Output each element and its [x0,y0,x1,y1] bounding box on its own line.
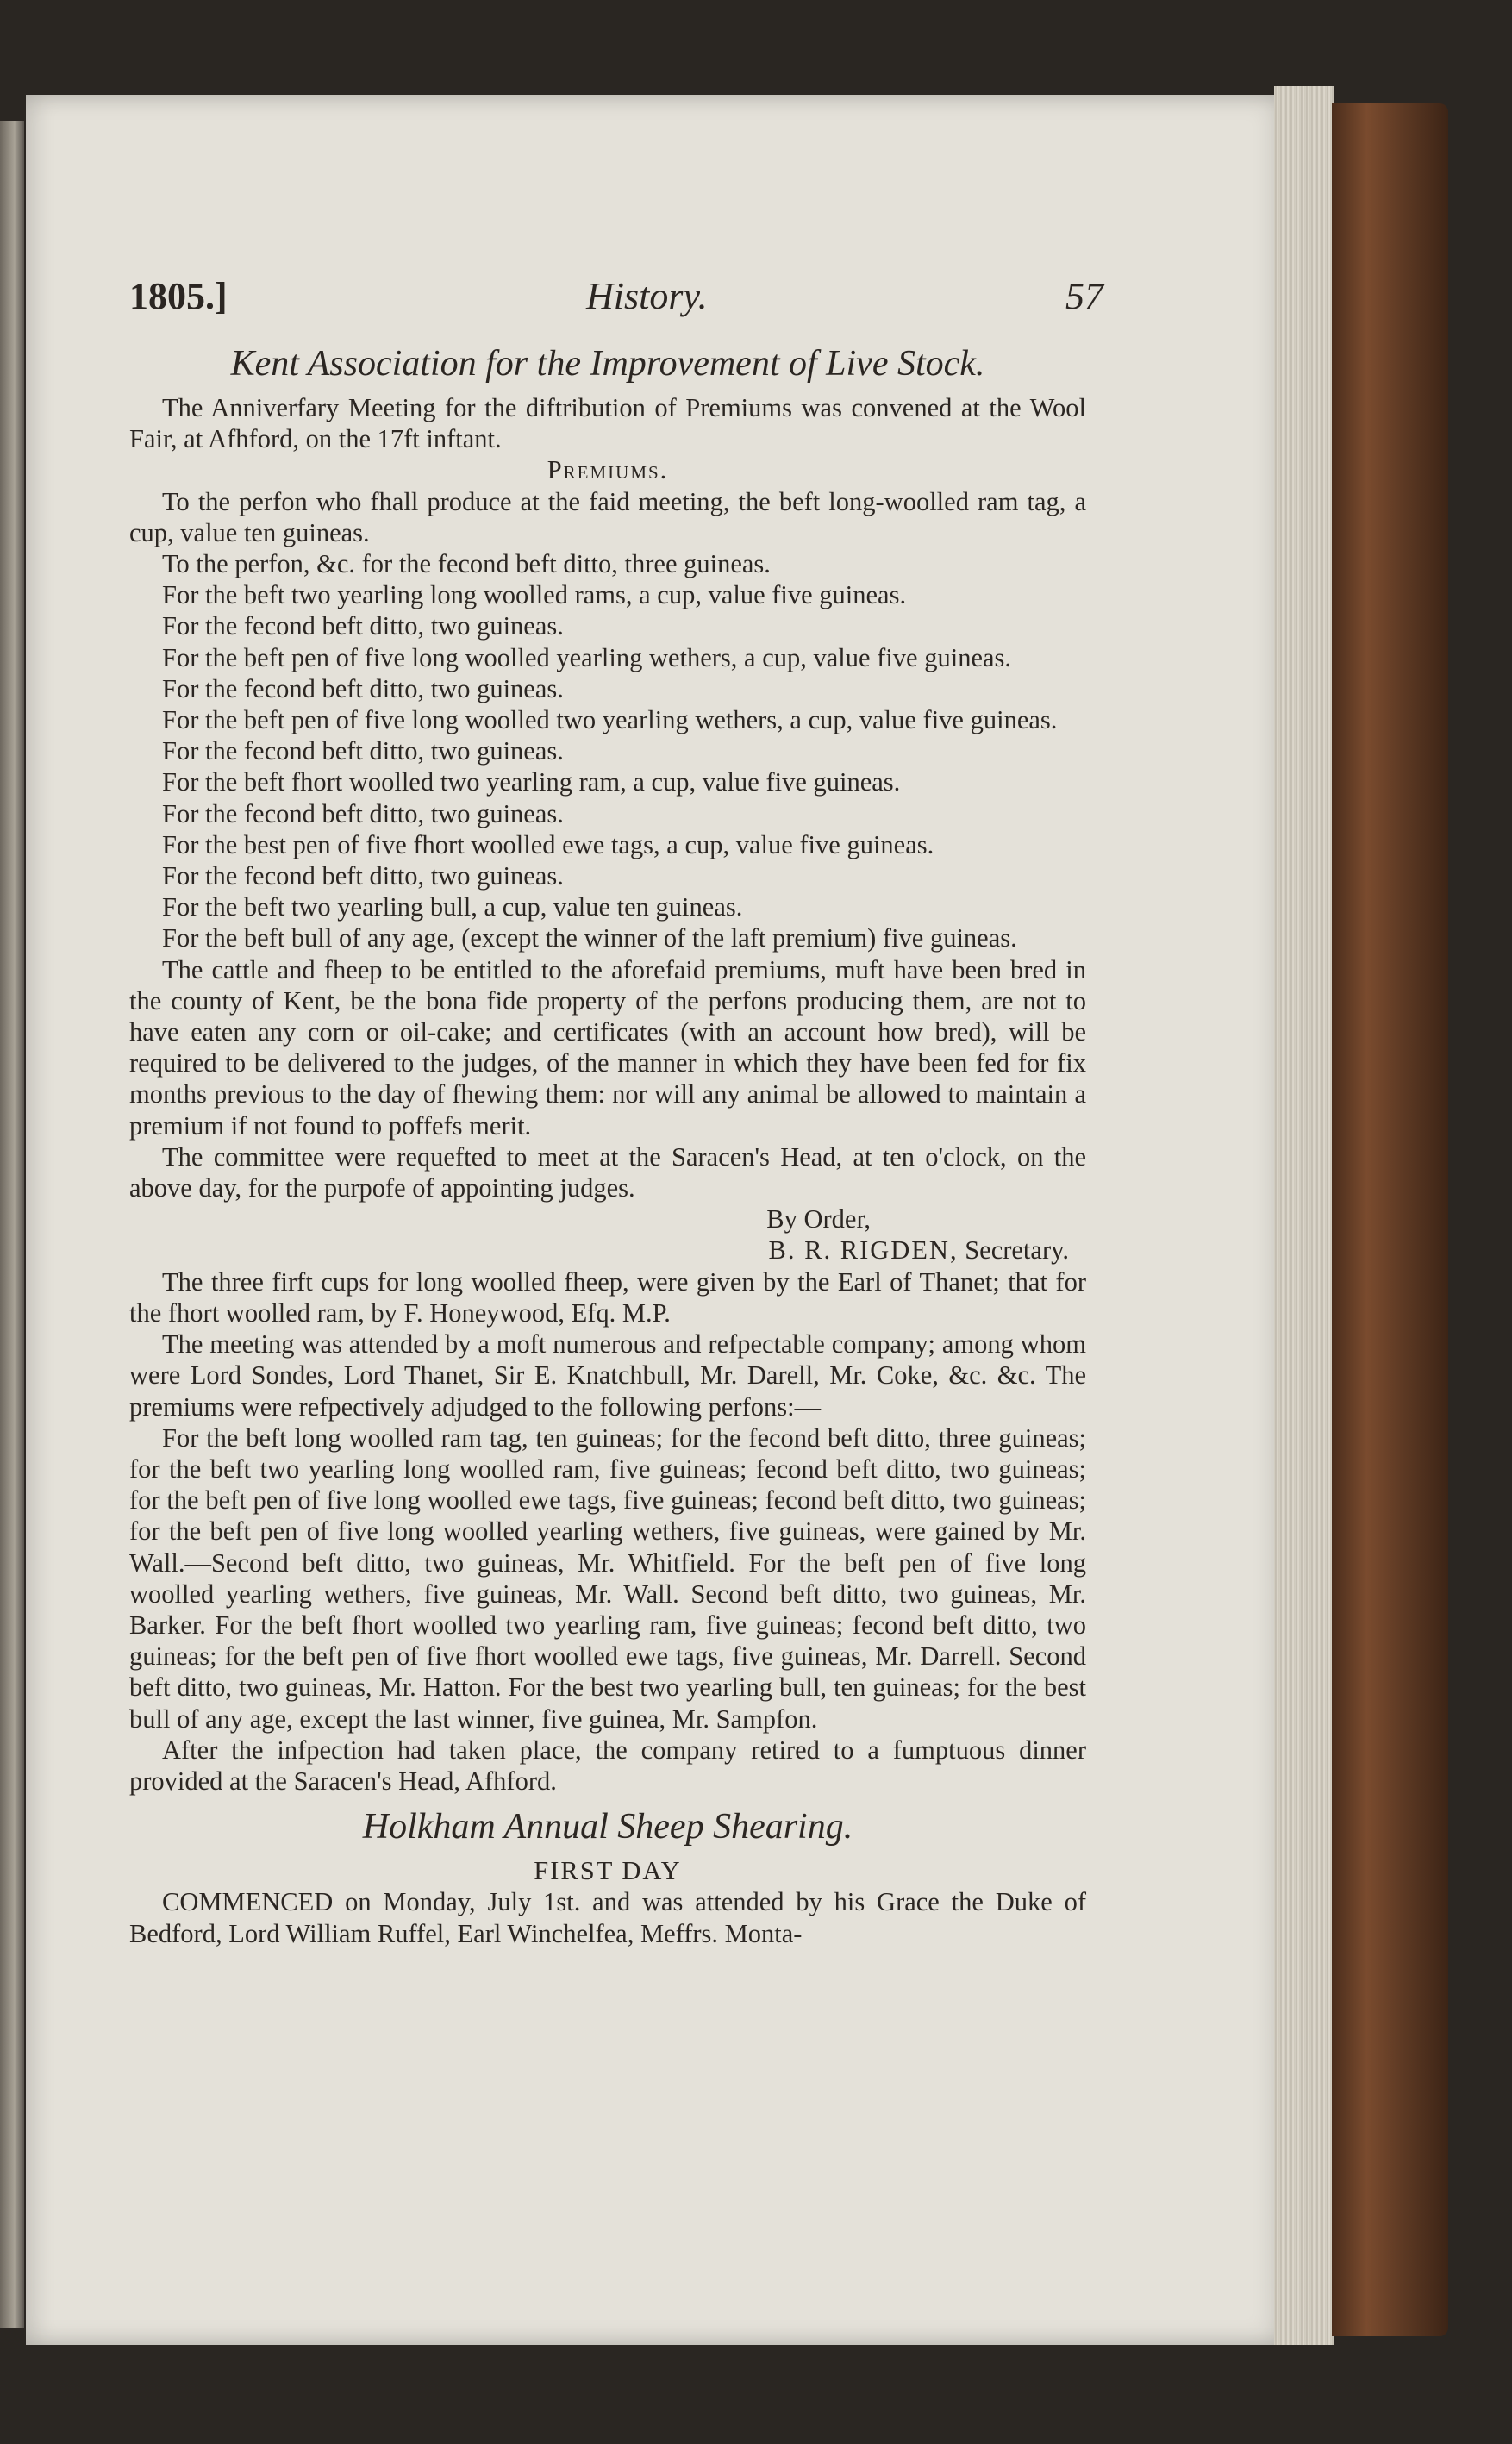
premium-item: For the beft pen of five long woolled two yearling wethers, a cup, value five guineas. [162,705,1058,735]
premium-item: For the fecond beft ditto, two guineas. [162,798,564,828]
premium-item: For the fecond beft ditto, two guineas. [162,611,564,641]
premiums-heading: Premiums. [547,455,669,485]
header-year: 1805.] [129,275,228,317]
by-order: By Order, [766,1204,871,1235]
cups-paragraph: The three firft cups for long woolled fheep, were given by the Earl of Thanet; that for the fhort woolled ram, by F. Honeywood, Efq. M.P. [129,1266,1086,1328]
dinner-paragraph: After the infpection had taken place, the company retired to a fumptuous dinner provided at the Saracen's Head, Afhford. [129,1735,1086,1796]
premium-item: To the perfon who fhall produce at the faid meeting, the beft long-woolled ram tag, a cup, value ten guineas. [129,486,1086,547]
page-content [129,341,1086,1949]
premium-item: To the perfon, &c. for the fecond beft ditto, three guineas. [162,549,771,579]
page-number: 57 [1065,275,1103,317]
header-section: History. [586,275,708,317]
premium-item: For the best pen of five fhort woolled ewe tags, a cup, value five guineas. [162,829,934,859]
intro-paragraph: The Anniverfary Meeting for the diftribution of Premiums was convened at the Wool Fair, at Afhford, on the 17ft inftant. [129,393,1086,454]
premium-item: For the beft pen of five long woolled yearling wethers, a cup, value five guineas. [162,642,1012,672]
premiums-list [129,486,1086,954]
article2-body: COMMENCED on Monday, July 1st. and was attended by his Grace the Duke of Bedford, Lord William Ruffel, Earl Winchelfea, Meffrs. Monta- [129,1887,1086,1948]
first-day-heading: FIRST DAY [534,1856,682,1886]
premium-item: For the beft two yearling long woolled rams, a cup, value five guineas. [162,580,907,610]
running-header [129,274,1103,326]
signature-role: Secretary. [965,1235,1069,1266]
premium-item: For the beft two yearling bull, a cup, value ten guineas. [162,892,743,922]
signature [129,1235,1086,1266]
results-paragraph: For the beft long woolled ram tag, ten guineas; for the fecond beft ditto, three guineas; for the beft two yearling long woolled ram, five guineas; fecond beft ditto, two guineas; for the beft pen of five long woolled ewe tags, five guineas; fecond beft ditto, two guineas; for the beft pen of five long woolled yearling wethers, five guineas, were gained by Mr. Wall.—Second beft ditto, two guineas, Mr. Whitfield. For the beft pen of five long woolled yearling wethers, five guineas, Mr. Wall. Second beft ditto, two guineas, Mr. Barker. For the beft fhort woolled two yearling ram, five guineas; fecond beft ditto, two guineas; for the beft pen of five fhort woolled ewe tags, five guineas, Mr. Darrell. Second beft ditto, two guineas, Mr. Hatton. For the best two yearling bull, ten guineas; for the best bull of any age, except the last winner, five guinea, Mr. Sampfon. [129,1422,1086,1734]
left-page-edge [0,121,24,2328]
premium-item: For the fecond beft ditto, two guineas. [162,736,564,766]
conditions-paragraph: The cattle and fheep to be entitled to the aforefaid premiums, muft have been bred in the county of Kent, be the bona fide property of the perfons producing them, are not to have eaten any corn or oil-cake; and certificates (with an account how bred), will be required to be delivered to the judges, of the manner in which they have been fed for fix months previous to the day of fhewing them: nor will any animal be allowed to maintain a premium if not found to poffefs merit. [129,954,1086,1141]
signature-name: B. R. RIGDEN, [768,1235,959,1266]
premium-item: For the beft bull of any age, (except the winner of the laft premium) five guineas. [162,923,1017,953]
premium-item: For the beft fhort woolled two yearling ram, a cup, value five guineas. [162,767,901,797]
book-cover [1332,103,1448,2336]
article-title: Kent Association for the Improvement of Live Stock. [230,344,985,384]
meeting-paragraph: The meeting was attended by a moft numerous and refpectable company; among whom were Lord Sondes, Lord Thanet, Sir E. Knatchbull, Mr. Darell, Mr. Coke, &c. &c. The premiums were refpectively adjudged to the following perfons:— [129,1329,1086,1422]
article2-title: Holkham Annual Sheep Shearing. [362,1807,853,1847]
committee-paragraph: The committee were requefted to meet at the Saracen's Head, at ten o'clock, on the above day, for the purpofe of appointing judges. [129,1141,1086,1203]
premium-item: For the fecond beft ditto, two guineas. [162,861,564,891]
page-edges [1274,86,1334,2345]
premium-item: For the fecond beft ditto, two guineas. [162,673,564,703]
